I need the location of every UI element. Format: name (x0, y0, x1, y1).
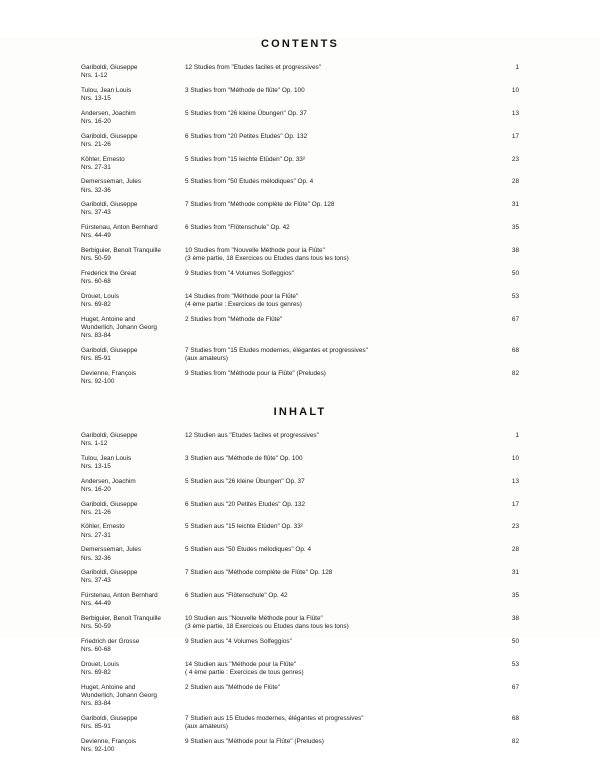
entry-work (185, 370, 497, 378)
entry-composer (81, 64, 185, 80)
entry-composer (81, 592, 185, 608)
entry-composer (81, 684, 185, 709)
composer-name: Gariboldi, Giuseppe (81, 500, 138, 508)
entry-page-number: 82 (511, 369, 519, 377)
composer-name: Fürstenau, Anton Bernhard (81, 592, 158, 600)
entry-numbers: Nrs. 37-43 (81, 209, 111, 217)
entry-composer (81, 133, 185, 149)
entry-work (185, 201, 497, 209)
entry-work (185, 501, 497, 509)
entry-work (185, 738, 497, 746)
work-title: 7 Studien aus 15 Etudes modernes, élégantes et progressives" (185, 714, 364, 722)
composer-name: Tulou, Jean Louis (81, 454, 132, 462)
entry-numbers: Nrs. 60-68 (81, 278, 111, 286)
list-item (81, 638, 519, 654)
entry-composer (81, 738, 185, 754)
entry-work (185, 156, 497, 164)
work-subtitle: (3 ème partie, 18 Exercices ou Etudes dans tous les tons) (185, 623, 349, 631)
entry-work (185, 684, 497, 692)
work-title: 6 Studies from "20 Petites Etudes" Op. 132 (185, 132, 308, 140)
composer-name: Andersen, Joachim (81, 109, 136, 117)
entry-work (185, 615, 497, 631)
composer-name: Huget, Antoine and (81, 315, 136, 323)
entry-numbers: Nrs. 50-59 (81, 623, 111, 631)
list-item (81, 501, 519, 517)
entry-work (185, 432, 497, 440)
list-item (81, 224, 519, 240)
entry-numbers: Nrs. 13-15 (81, 463, 111, 470)
composer-name-second: Wunderlich, Johann Georg (81, 323, 157, 331)
composer-name: Drouet, Louis (81, 660, 120, 668)
entry-composer (81, 501, 185, 517)
entry-composer (81, 201, 185, 217)
composer-name: Andersen, Joachim (81, 477, 136, 485)
entry-composer (81, 455, 185, 471)
composer-name: Gariboldi, Giuseppe (81, 569, 138, 577)
work-subtitle: (aux amateurs) (185, 722, 228, 730)
entry-page-number: 1 (515, 431, 519, 439)
entry-composer (81, 569, 185, 585)
entry-page-number: 38 (511, 614, 519, 622)
entry-numbers: Nrs. 69-82 (81, 300, 111, 308)
composer-name: Gariboldi, Giuseppe (81, 132, 138, 140)
entry-composer (81, 316, 185, 341)
entry-page-number: 68 (511, 346, 519, 354)
entry-work (185, 64, 497, 72)
bottom-spacer (0, 760, 600, 784)
entry-page-number: 17 (511, 132, 519, 140)
entry-page-number: 68 (511, 714, 519, 722)
work-title: 9 Studien aus "4 Volumes Solfeggios" (185, 637, 292, 645)
work-title: 9 Studies from "Méthode pour la Flûte" (Preludes) (185, 369, 326, 377)
entry-page-number: 53 (511, 292, 519, 300)
inhalt-entry-list (81, 432, 519, 754)
entry-composer (81, 178, 185, 194)
list-item (81, 110, 519, 126)
composer-name: Demersseman, Jules (81, 178, 142, 186)
work-title: 10 Studies from "Nouvelle Méthode pour la Flûte" (185, 247, 325, 254)
entry-numbers: Nrs. 21-26 (81, 140, 111, 148)
entry-composer (81, 638, 185, 654)
entry-page-number: 10 (511, 454, 519, 462)
list-item (81, 347, 519, 363)
work-title: 9 Studien aus "Méthode pour la Flûte" (Preludes) (185, 737, 324, 745)
work-title: 5 Studien aus "15 leichte Etüden" Op. 33² (185, 523, 303, 531)
entry-page-number: 1 (515, 64, 519, 71)
work-title: 7 Studies from "Méthode complète de Flûte" Op. 128 (185, 201, 335, 209)
entry-numbers: Nrs. 32-36 (81, 554, 111, 562)
entry-page-number: 13 (511, 477, 519, 485)
entry-numbers: Nrs. 13-15 (81, 95, 111, 103)
entry-numbers: Nrs. 44-49 (81, 232, 111, 240)
work-title: 5 Studien aus "26 kleine Übungen" Op. 37 (185, 477, 305, 485)
entry-work (185, 455, 497, 463)
entry-composer (81, 661, 185, 677)
list-item (81, 87, 519, 103)
work-title: 6 Studien aus "20 Petites Etudes" Op. 132 (185, 500, 306, 508)
list-item (81, 738, 519, 754)
entry-numbers: Nrs. 50-59 (81, 255, 111, 263)
page-title-contents: CONTENTS (260, 38, 340, 50)
entry-page-number: 28 (511, 178, 519, 186)
composer-name: Gariboldi, Giuseppe (81, 714, 138, 722)
work-title: 6 Studien aus "Flötenschule" Op. 42 (185, 592, 288, 600)
composer-name: Köhler, Ernesto (81, 523, 125, 531)
work-title: 9 Studies from "4 Volumes Solfeggios" (185, 269, 294, 277)
entry-composer (81, 247, 185, 263)
entry-composer (81, 224, 185, 240)
entry-numbers: Nrs. 92-100 (81, 377, 115, 385)
entry-page-number: 82 (511, 737, 519, 745)
composer-name: Demersseman, Jules (81, 546, 142, 554)
entry-page-number: 23 (511, 155, 519, 163)
entry-page-number: 13 (511, 109, 519, 117)
work-title: 10 Studien aus "Nouvelle Méthode pour la Flûte" (185, 614, 323, 622)
entry-numbers: Nrs. 85-91 (81, 722, 111, 730)
list-item (81, 156, 519, 172)
list-item (81, 178, 519, 194)
entry-work (185, 247, 497, 263)
entry-page-number: 67 (511, 683, 519, 691)
entry-work (185, 133, 497, 141)
list-item (81, 684, 519, 709)
composer-name: Berbiguier, Benoit Tranquille (81, 614, 161, 622)
entry-composer (81, 523, 185, 539)
work-subtitle: (aux amateurs) (185, 354, 228, 362)
entry-page-number: 28 (511, 546, 519, 554)
entry-work (185, 316, 497, 324)
work-title: 2 Studien aus "Méthode de Flûte" (185, 683, 281, 691)
entry-numbers: Nrs. 69-82 (81, 668, 111, 676)
entry-numbers: Nrs. 16-20 (81, 485, 111, 493)
entry-composer (81, 270, 185, 286)
list-item (81, 247, 519, 263)
entry-numbers: Nrs. 85-91 (81, 354, 111, 362)
list-item (81, 432, 519, 448)
composer-name: Gariboldi, Giuseppe (81, 346, 138, 354)
work-title: 7 Studien aus "Méthode complète de Flûte" Op. 128 (185, 569, 333, 577)
entry-work (185, 638, 497, 646)
list-item (81, 270, 519, 286)
entry-composer (81, 478, 185, 494)
entry-page-number: 23 (511, 523, 519, 531)
list-item (81, 201, 519, 217)
page-title-inhalt: INHALT (273, 405, 327, 418)
entry-numbers: Nrs. 27-31 (81, 531, 111, 539)
entry-work (185, 546, 497, 554)
entry-numbers: Nrs. 92-100 (81, 745, 115, 753)
composer-name-second: Wunderlich, Johann Georg (81, 691, 157, 699)
entry-composer (81, 87, 185, 103)
list-item (81, 615, 519, 631)
entry-numbers: Nrs. 83-84 (81, 699, 111, 707)
composer-name: Friedrich der Grosse (81, 637, 140, 645)
composer-name: Fürstenau, Anton Bernhard (81, 224, 158, 232)
work-title: 5 Studien aus "50 Etudes mélodiques" Op. 4 (185, 546, 312, 554)
composer-name: Gariboldi, Giuseppe (81, 431, 138, 439)
list-item (81, 569, 519, 585)
list-item (81, 370, 519, 386)
entry-numbers: Nrs. 37-43 (81, 577, 111, 585)
work-title: 3 Studies from "Méthode de flûte" Op. 100 (185, 86, 305, 94)
entry-page-number: 31 (511, 201, 519, 209)
work-title: 5 Studies from "50 Etudes mélodiques" Op. 4 (185, 178, 314, 186)
entry-work (185, 569, 497, 577)
list-item (81, 455, 519, 471)
entry-page-number: 10 (511, 86, 519, 94)
entry-composer (81, 347, 185, 363)
composer-name: Berbiguier, Benoit Tranquille (81, 247, 161, 254)
list-item (81, 523, 519, 539)
entry-page-number: 67 (511, 315, 519, 323)
entry-work (185, 347, 497, 363)
entry-composer (81, 293, 185, 309)
entry-numbers: Nrs. 32-36 (81, 186, 111, 194)
entry-page-number: 53 (511, 660, 519, 668)
entry-work (185, 715, 497, 731)
work-title: 3 Studien aus "Méthode de flûte" Op. 100 (185, 454, 303, 462)
composer-name: Devienne, François (81, 737, 137, 745)
entry-work (185, 87, 497, 95)
work-title: 5 Studies from "26 kleine Übungen" Op. 37 (185, 109, 307, 117)
entry-work (185, 592, 497, 600)
entry-numbers: Nrs. 83-84 (81, 332, 111, 339)
composer-name: Köhler, Ernesto (81, 155, 125, 163)
entry-work (185, 224, 497, 232)
work-title: 5 Studies from "15 leichte Etüden" Op. 33² (185, 155, 305, 163)
work-title: 14 Studies from "Méthode pour la Flûte" (185, 292, 299, 300)
entry-numbers: Nrs. 27-31 (81, 163, 111, 171)
entry-composer (81, 432, 185, 448)
composer-name: Frederick the Great (81, 269, 137, 277)
list-item (81, 133, 519, 149)
work-title: 14 Studien aus "Méthode pour la Flûte" (185, 660, 297, 668)
list-item (81, 661, 519, 677)
entry-page-number: 50 (511, 637, 519, 645)
composer-name: Huget, Antoine and (81, 683, 136, 691)
entry-composer (81, 110, 185, 126)
entry-composer (81, 546, 185, 562)
entry-work (185, 110, 497, 118)
composer-name: Drouet, Louis (81, 292, 120, 300)
entry-numbers: Nrs. 60-68 (81, 646, 111, 653)
entry-page-number: 38 (511, 247, 519, 254)
work-title: 12 Studies from "Etudes faciles et progressives" (185, 64, 321, 71)
entry-work (185, 293, 497, 309)
entry-page-number: 17 (511, 500, 519, 508)
entry-work (185, 270, 497, 278)
list-item (81, 546, 519, 562)
entry-numbers: Nrs. 1-12 (81, 440, 108, 448)
work-title: 6 Studies from "Flötenschule" Op. 42 (185, 224, 290, 232)
work-subtitle: (4 ème partie : Exercices de tous genres) (185, 300, 302, 308)
entry-composer (81, 715, 185, 731)
composer-name: Gariboldi, Giuseppe (81, 64, 138, 71)
entry-work (185, 661, 497, 677)
entry-work (185, 478, 497, 486)
entry-work (185, 178, 497, 186)
work-title: 7 Studies from "15 Etudes modernes, élégantes et progressives" (185, 346, 368, 354)
entry-work (185, 523, 497, 531)
entry-numbers: Nrs. 44-49 (81, 600, 111, 608)
list-item (81, 715, 519, 731)
work-subtitle: ( 4 ème partie : Exercices de tous genres) (185, 668, 304, 676)
work-title: 2 Studies from "Méthode de Flûte" (185, 315, 283, 323)
entry-numbers: Nrs. 16-20 (81, 117, 111, 125)
list-item (81, 478, 519, 494)
composer-name: Devienne, François (81, 369, 137, 377)
entry-composer (81, 156, 185, 172)
contents-page (0, 38, 600, 753)
entry-page-number: 50 (511, 269, 519, 277)
entry-composer (81, 370, 185, 386)
composer-name: Gariboldi, Giuseppe (81, 201, 138, 209)
work-subtitle: (3 ème partie, 18 Exercices ou Etudes dans tous les tons) (185, 255, 349, 263)
list-item (81, 316, 519, 341)
entry-page-number: 35 (511, 224, 519, 232)
list-item (81, 64, 519, 80)
list-item (81, 592, 519, 608)
contents-entry-list (81, 64, 519, 386)
entry-composer (81, 615, 185, 631)
entry-numbers: Nrs. 21-26 (81, 508, 111, 516)
composer-name: Tulou, Jean Louis (81, 86, 132, 94)
list-item (81, 293, 519, 309)
entry-numbers: Nrs. 1-12 (81, 72, 108, 80)
entry-page-number: 31 (511, 569, 519, 577)
entry-page-number: 35 (511, 592, 519, 600)
work-title: 12 Studien aus "Etudes faciles et progressives" (185, 431, 319, 439)
